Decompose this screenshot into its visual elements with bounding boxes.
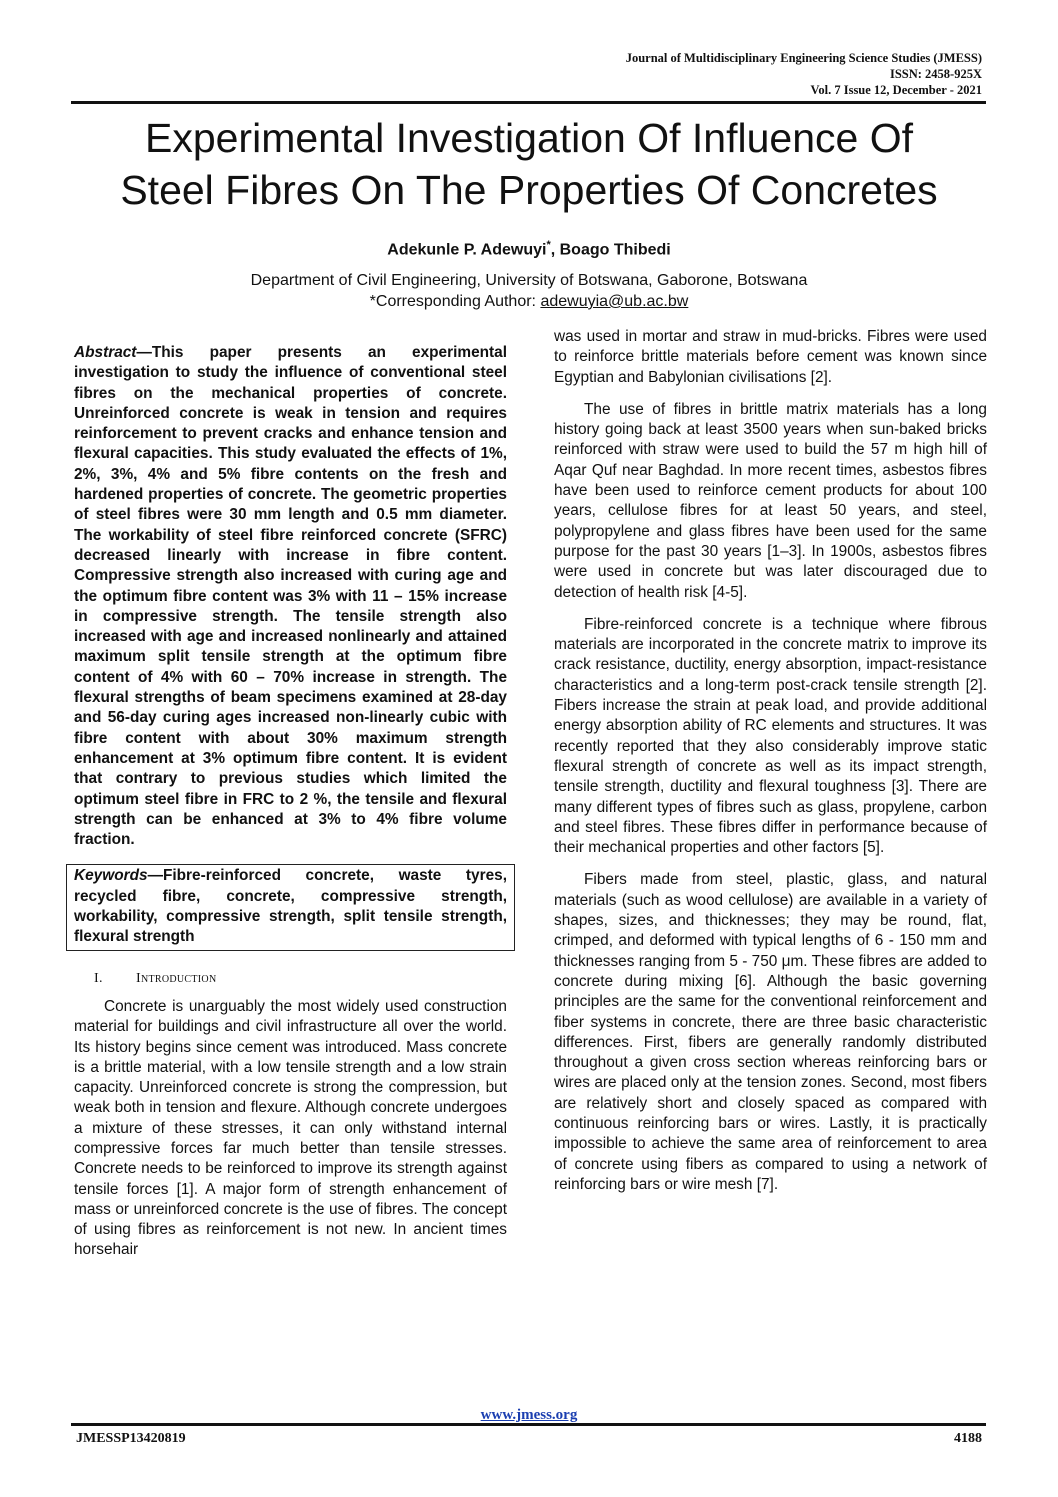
corresponding-marker: * <box>546 239 551 251</box>
author-separator: , <box>550 241 560 259</box>
left-column <box>74 333 507 1273</box>
section-heading <box>74 969 507 989</box>
title-line-2: Steel Fibres On The Properties Of Concretes <box>120 167 938 213</box>
body-paragraph: was used in mortar and straw in mud-bricks. Fibres were used to reinforce brittle materials before cement was known since Egyptian and Babylonian civilisations [2]. <box>554 328 987 386</box>
section-number: I. <box>94 970 103 986</box>
authors <box>0 239 1058 259</box>
body-paragraph: Fibers made from steel, plastic, glass, and natural materials (such as wood cellulose) are available in a variety of shapes, sizes, and thicknesses; they may be round, flat, crimped, and deformed with typical lengths of 6 - 150 mm and thicknesses ranging from 5 - 750 μm. These fibres are added to concrete during mixing [6]. Although the basic governing principles are the same for the conventional reinforcement and fiber systems in concrete, there are three basic characteristic differences. First, fibers are generally randomly distributed throughout a given cross section whereas reinforcing bars or wires are placed only at the tension zones. Second, most fibers are relatively short and closely spaced as compared with continuous reinforcing bars or wires. Lastly, it is practically impossible to achieve the same area of reinforcement to area of concrete using fibers as compared to using a network of reinforcing bars or wire mesh [7]. <box>554 871 987 1193</box>
intro-paragraph: Concrete is unarguably the most widely used construction material for buildings and civil infrastructure all over the world. Its history begins since cement was introduced. Mass concrete is a brittle material, with a low tensile strength and a low strain capacity. Unreinforced concrete is strong the compression, but weak both in tension and flexure. Although concrete undergoes a mixture of these stresses, it can only withstand internal compressive forces far much better than tensile stresses. Concrete needs to be reinforced to improve its strength against tensile forces [1]. A major form of strength enhancement of mass or unreinforced concrete is the use of fibres. The concept of using fibres as reinforcement is not new. In ancient times horsehair <box>74 997 507 1259</box>
footer-rule <box>71 1423 986 1426</box>
journal-volume: Vol. 7 Issue 12, December - 2021 <box>810 83 982 97</box>
journal-name: Journal of Multidisciplinary Engineering Science Studies (JMESS) <box>625 51 982 65</box>
corresponding-label: *Corresponding Author: <box>369 293 541 310</box>
journal-issn: ISSN: 2458-925X <box>889 67 982 81</box>
keywords-box <box>66 864 515 950</box>
author-1: Adekunle P. Adewuyi <box>387 241 547 259</box>
section-title: Introduction <box>136 970 217 986</box>
body-paragraph: Fibre-reinforced concrete is a technique where fibrous materials are incorporated in the concrete matrix to improve its crack resistance, ductility, energy absorption, impact-resistance characteristics and a long-term post-crack tensile strength [2]. Fibers increase the strain at peak load, and provide additional energy absorption ability of RC elements and structures. It was recently reported that they also considerably improve static flexural strength of concrete as well as its impact strength, tensile strength, ductility and flexural toughness [3]. There are many different types of fibres such as glass, propylene, carbon and steel fibres. These fibres differ in performance because of their mechanical properties and other factors [5]. <box>554 615 987 857</box>
footer-url-link[interactable]: www.jmess.org <box>480 1407 578 1423</box>
paper-title <box>60 112 998 216</box>
paper-id: JMESSP13420819 <box>76 1431 186 1446</box>
affiliation: Department of Civil Engineering, University of Botswana, Gaborone, Botswana <box>250 272 808 289</box>
title-line-1: Experimental Investigation Of Influence Of <box>144 115 913 161</box>
right-column <box>554 328 987 1207</box>
body-paragraph: The use of fibres in brittle matrix materials has a long history going back at least 3500 years when sun-baked bricks reinforced with straw were used to build the 57 m high hill of Aqar Quf near Baghdad. In more recent times, asbestos fibres have been used to reinforce cement products for about 100 years, cellulose fibres for at least 50 years, and steel, polypropylene and glass fibres have been used for the same purpose for the past 30 years [1–3]. In 1900s, asbestos fibres were used in concrete but was later discouraged due to detection of health risk [4-5]. <box>554 400 987 601</box>
corresponding-author <box>0 291 1058 312</box>
keywords-text: —Fibre-reinforced concrete, waste tyres, recycled fibre, concrete, compressive strength, workability, compressive strength, split tensile strength, flexural strength <box>74 867 507 946</box>
keywords-lead: Keywords <box>74 867 148 885</box>
author-2: Boago Thibedi <box>559 241 671 259</box>
journal-header <box>626 50 982 98</box>
affiliation-block <box>0 270 1058 312</box>
abstract-lead: Abstract <box>74 344 137 361</box>
page-number: 4188 <box>954 1431 982 1446</box>
abstract-text: —This paper presents an experimental investigation to study the influence of conventional steel fibres on the mechanical properties of concrete. Unreinforced concrete is weak in tension and requires reinforcement to prevent cracks and enhance tension and flexural capacities. This study evaluated the effects of 1%, 2%, 3%, 4% and 5% fibre contents on the fresh and hardened properties of concrete. The geometric properties of steel fibres were 30 mm length and 0.5 mm diameter. The workability of steel fibre reinforced concrete (SFRC) decreased linearly with increase in fibre content. Compressive strength also increased with curing age and the optimum fibre content was 3% with 11 – 15% increase in compressive strength. The tensile strength also increased with age and increased nonlinearly and attained maximum split tensile strength at the optimum fibre content of 4% with 60 – 70% increase in strength. The flexural strengths of beam specimens examined at 28-day and 56-day curing ages increased non-linearly cubic with fibre content with about 30% maximum strength enhancement at 3% optimum fibre content. It is evident that contrary to previous studies which limited the optimum steel fibre in FRC to 2 %, the tensile and flexural strength can be enhanced at 3% to 4% fibre volume fraction. <box>74 344 507 849</box>
header-rule <box>71 101 986 104</box>
corresponding-email-link[interactable]: adewuyia@ub.ac.bw <box>540 293 689 310</box>
abstract <box>74 343 507 850</box>
